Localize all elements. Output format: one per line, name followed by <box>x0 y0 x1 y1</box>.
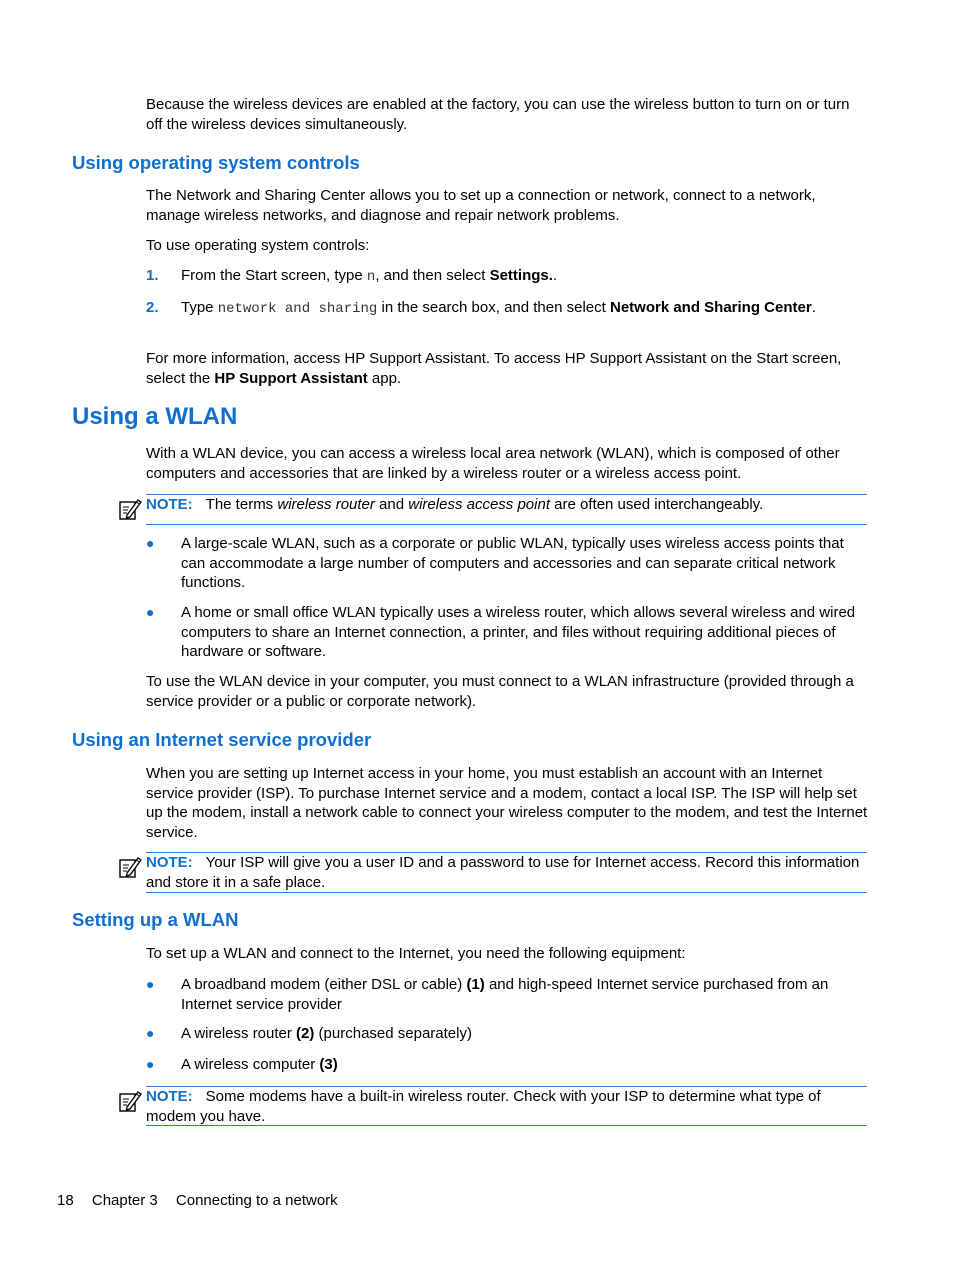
note-pencil-icon <box>118 497 142 521</box>
os-more-info <box>146 349 870 388</box>
heading-using-wlan: Using a WLAN <box>72 403 238 430</box>
note-part: and <box>374 496 409 513</box>
step-text: in the search box, and then select <box>377 299 610 316</box>
step-number: 2. <box>146 299 159 316</box>
os-paragraph-1: The Network and Sharing Center allows you to set up a connection or network, connect to a network, manage wireless networks, and diagnose and repair network problems. <box>146 187 816 224</box>
bullet-text <box>181 1024 871 1044</box>
step-text: Type <box>181 299 218 316</box>
note-box <box>146 852 867 893</box>
step-bold: Network and Sharing Center <box>609 299 812 316</box>
bullet-part: A broadband modem (either DSL or cable) <box>181 976 467 993</box>
note-part: The terms <box>205 496 278 513</box>
more-bold: HP Support Assistant <box>214 369 368 387</box>
bullet-dot: ● <box>146 1056 155 1072</box>
note-text <box>146 495 867 515</box>
step-code: network and sharing <box>217 301 378 317</box>
note-emphasis: wireless access point <box>408 496 550 513</box>
bullet-part: A wireless router <box>181 1025 297 1042</box>
os-paragraph-2: To use operating system controls: <box>146 237 370 254</box>
bullet-bold: (2) <box>296 1025 315 1042</box>
note-text <box>146 853 867 892</box>
wlan-paragraph-1: With a WLAN device, you can access a wireless local area network (WLAN), which is composed of other computers and accessories that are linked by a wireless router or a wireless access point. <box>146 445 840 482</box>
bullet-dot: ● <box>146 1025 155 1041</box>
note-text <box>146 1087 867 1126</box>
step-text: . <box>552 267 558 284</box>
bullet-text: A home or small office WLAN typically uses a wireless router, which allows several wireless and wired computers to share an Internet connection, a printer, and files without requiring additional pieces of hardware or software. <box>181 604 856 660</box>
bullet-dot: ● <box>146 604 155 620</box>
more-text: app. <box>367 369 402 387</box>
page-number: 18 <box>57 1192 74 1209</box>
bullet-bold: (3) <box>319 1056 338 1073</box>
chapter-title: Connecting to a network <box>175 1192 338 1209</box>
bullet-text <box>181 1055 871 1075</box>
more-text: For more information, access HP Support Assistant. To access HP Support Assistant on the Start screen, select the <box>146 350 842 387</box>
step-number: 1. <box>146 267 159 284</box>
bullet-part: and high-speed Internet service purchased from an Internet service provider <box>181 976 829 1013</box>
isp-paragraph-1: When you are setting up Internet access in your home, you must establish an account with an Internet service provider (ISP). To purchase Internet service and a modem, contact a local ISP. The ISP will help set up the modem, install a network cable to connect your wireless computer to the modem, and test the Internet service. <box>146 765 868 841</box>
page-footer <box>57 1191 352 1211</box>
note-label: NOTE: <box>146 1088 193 1105</box>
heading-isp: Using an Internet service provider <box>72 729 372 750</box>
heading-setup-wlan: Setting up a WLAN <box>72 909 239 930</box>
bullet-text: A large-scale WLAN, such as a corporate or public WLAN, typically uses wireless access points that can accommodate a large number of computers and accessories and can separate critical network functions. <box>181 535 844 591</box>
bullet-text <box>181 975 871 1014</box>
step-text: From the Start screen, type <box>181 267 367 284</box>
intro-paragraph: Because the wireless devices are enabled at the factory, you can use the wireless button to turn on or turn off the wireless devices simultaneously. <box>146 96 850 133</box>
note-emphasis: wireless router <box>277 496 375 513</box>
bullet-bold: (1) <box>466 976 485 993</box>
note-label: NOTE: <box>146 496 193 513</box>
setup-paragraph-1: To set up a WLAN and connect to the Internet, you need the following equipment: <box>146 945 686 962</box>
chapter-label: Chapter 3 <box>91 1192 158 1209</box>
step-text: , and then select <box>375 267 490 284</box>
step-text: . <box>811 299 816 316</box>
bullet-part: A wireless computer <box>181 1056 320 1073</box>
bullet-dot: ● <box>146 976 155 992</box>
bullet-dot: ● <box>146 535 155 551</box>
wlan-paragraph-2: To use the WLAN device in your computer, you must connect to a WLAN infrastructure (provided through a service provider or a public or corporate network). <box>146 673 854 710</box>
note-part: Some modems have a built-in wireless router. Check with your ISP to determine what type of modem you have. <box>146 1088 821 1125</box>
step-code: n <box>366 269 376 285</box>
note-label: NOTE: <box>146 854 193 871</box>
note-pencil-icon <box>118 855 142 879</box>
note-part: Your ISP will give you a user ID and a password to use for Internet access. Record this information and store it in a safe place. <box>146 854 860 891</box>
step-bold: Settings. <box>489 267 553 284</box>
heading-os-controls: Using operating system controls <box>72 152 360 173</box>
bullet-part: (purchased separately) <box>314 1025 472 1042</box>
note-box <box>146 1086 867 1126</box>
note-box <box>146 494 867 525</box>
note-pencil-icon <box>118 1089 142 1113</box>
note-part: are often used interchangeably. <box>550 496 764 513</box>
